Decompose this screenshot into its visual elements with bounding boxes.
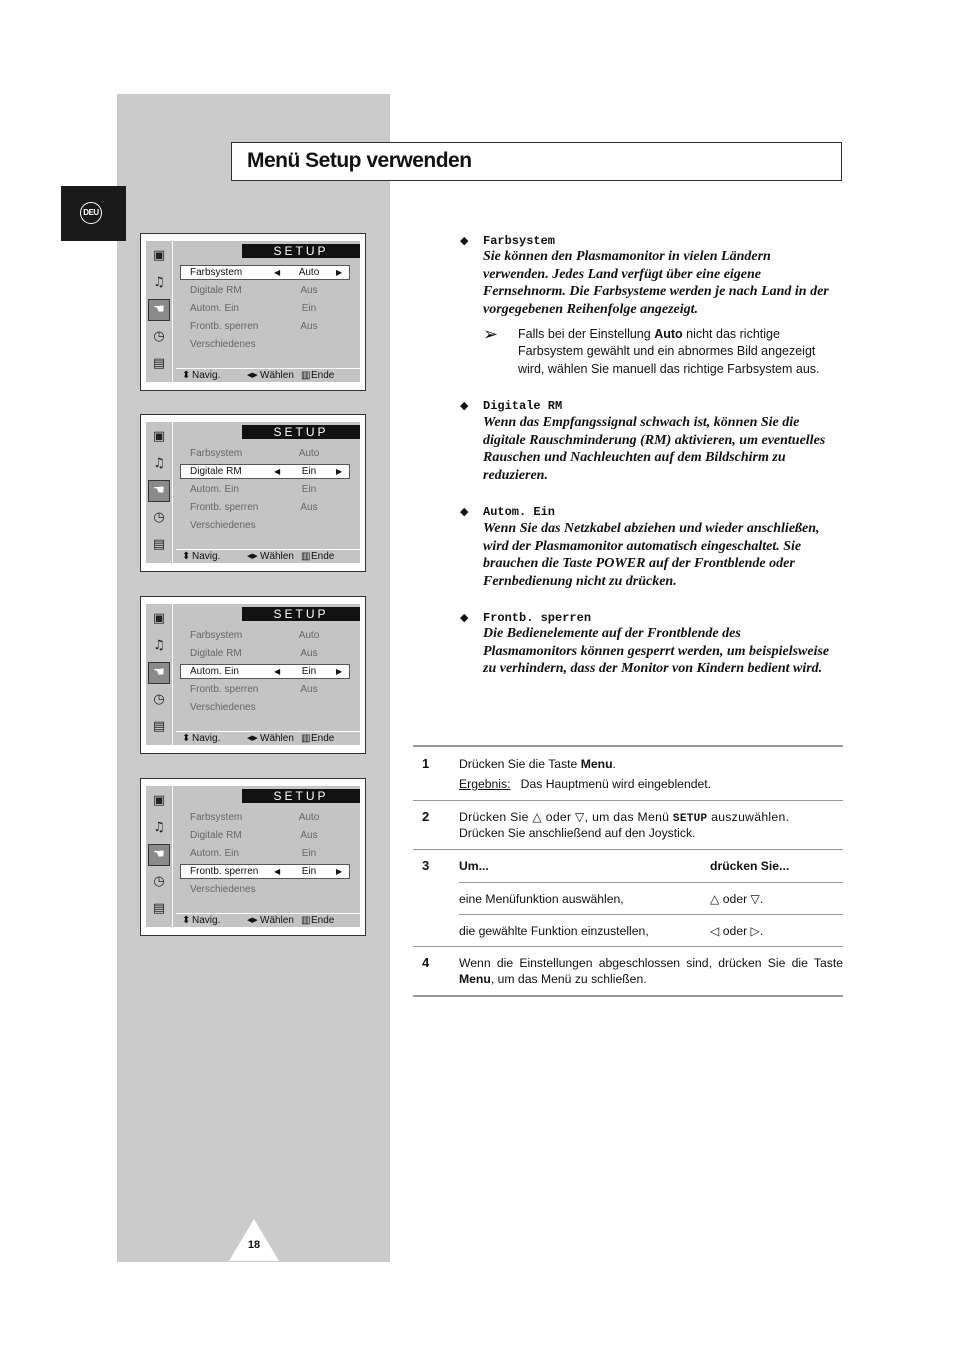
- diamond-bullet-icon: ◆: [460, 612, 469, 624]
- osd-icon-column: [146, 604, 173, 745]
- note-arrow-icon: ➢: [483, 324, 499, 344]
- osd-icon-column: [146, 422, 173, 563]
- left-arrow-icon: ◀: [274, 268, 281, 277]
- leftright-icon: ◀▶: [247, 735, 258, 742]
- osd-row-value: Aus: [300, 830, 318, 841]
- right-arrow-icon: ▶: [336, 467, 343, 476]
- osd-row-value: Ein: [301, 484, 317, 495]
- divider: [413, 995, 843, 997]
- osd-screen: [140, 414, 366, 572]
- section-text-digitale-rm: Wenn das Empfangssignal schwach ist, können Sie die digitale Rauschminderung (RM) aktivieren, um eventuelles Rauschen und Nachleuchten auf dem Bildschirm zu reduzieren.: [483, 415, 826, 483]
- clock-icon: ◷: [153, 692, 165, 707]
- diamond-bullet-icon: ◆: [460, 235, 469, 247]
- section-head-frontb-sperren: Frontb. sperren: [483, 611, 592, 625]
- osd-row-label: Autom. Ein: [190, 303, 239, 314]
- clock-icon: ◷: [153, 874, 165, 889]
- osd-row-label: Autom. Ein: [190, 848, 239, 859]
- right-arrow-icon: ▶: [336, 867, 343, 876]
- osd-row-label: Farbsystem: [190, 448, 243, 459]
- osd-menu-row: [181, 266, 349, 279]
- osd-menu-row: [181, 683, 349, 696]
- setup-hand-icon: ☚: [149, 481, 169, 501]
- osd-footer: [176, 549, 360, 564]
- leftright-icon: ◀▶: [247, 372, 258, 379]
- osd-row-value: Aus: [300, 684, 318, 695]
- step-3-row2-left: die gewählte Funktion einzustellen,: [459, 924, 649, 938]
- step-4-text: Wenn die Einstellungen abgeschlossen sind, drücken Sie die Taste Menu, um das Menü zu schließen.: [459, 956, 843, 986]
- step-3-row1-right: △ oder ▽.: [710, 892, 764, 906]
- clock-icon: ◷: [153, 329, 165, 344]
- divider: [413, 849, 843, 850]
- osd-row-label: Frontb. sperren: [190, 321, 259, 332]
- left-arrow-icon: ◀: [274, 667, 281, 676]
- osd-row-value: Auto: [298, 630, 320, 641]
- leftright-icon: ◀▶: [247, 917, 258, 924]
- osd-footer-waehlen: Wählen: [260, 370, 294, 381]
- osd-footer-navig: Navig.: [192, 733, 221, 744]
- osd-footer: [176, 368, 360, 383]
- osd-row-value: Aus: [300, 648, 318, 659]
- sound-icon: ♫: [153, 638, 165, 653]
- osd-row-value: Aus: [300, 285, 318, 296]
- tv-channel-icon: ▤: [152, 356, 166, 371]
- osd-footer-navig: Navig.: [192, 370, 221, 381]
- osd-row-label: Frontb. sperren: [190, 866, 259, 877]
- menu-key-icon: ▥: [301, 915, 311, 926]
- osd-header: SETUP: [242, 607, 360, 621]
- osd-menu-row: [181, 865, 349, 878]
- divider: [413, 800, 843, 801]
- right-arrow-icon: ▶: [336, 268, 343, 277]
- osd-menu-row: [181, 465, 349, 478]
- osd-footer-ende: Ende: [311, 370, 335, 381]
- osd-panel: [146, 786, 360, 927]
- osd-row-value: Auto: [298, 267, 320, 278]
- step-number: 2: [422, 809, 430, 824]
- left-arrow-icon: ◀: [274, 867, 281, 876]
- step-number: 3: [422, 858, 430, 873]
- osd-footer-ende: Ende: [311, 733, 335, 744]
- divider: [459, 882, 843, 883]
- osd-screen: [140, 596, 366, 754]
- osd-menu-row: [181, 665, 349, 678]
- osd-header: SETUP: [242, 244, 360, 258]
- osd-menu-row: [181, 629, 349, 642]
- osd-menu-row: [181, 847, 349, 860]
- section-text-frontb-sperren: Die Bedienelemente auf der Frontblende des Plasmamonitors können gesperrt werden, um beispielsweise zu verhindern, dass der Monitor von Kindern bedient wird.: [483, 626, 830, 677]
- tv-picture-icon: ▣: [152, 248, 166, 263]
- osd-screen: [140, 233, 366, 391]
- tv-channel-icon: ▤: [152, 537, 166, 552]
- osd-row-value: Auto: [298, 812, 320, 823]
- osd-footer-ende: Ende: [311, 915, 335, 926]
- osd-screen: [140, 778, 366, 936]
- osd-row-label: Frontb. sperren: [190, 502, 259, 513]
- osd-footer-ende: Ende: [311, 551, 335, 562]
- osd-row-label: Farbsystem: [190, 630, 243, 641]
- leftright-icon: ◀▶: [247, 553, 258, 560]
- setup-hand-icon: ☚: [149, 663, 169, 683]
- section-text-autom-ein: Wenn Sie das Netzkabel abziehen und wieder anschließen, wird der Plasmamonitor automatisch eingeschaltet. Sie brauchen die Taste POWER auf der Frontblende oder Fernbedienung nicht zu drücken.: [483, 521, 820, 589]
- osd-menu-row: [181, 883, 349, 896]
- osd-menu-row: [181, 829, 349, 842]
- section-head-digitale-rm: Digitale RM: [483, 399, 563, 413]
- osd-row-value: Auto: [298, 448, 320, 459]
- updown-icon: ⬍: [182, 915, 191, 926]
- setup-hand-icon: ☚: [149, 845, 169, 865]
- step-3-row2-right: ◁ oder ▷.: [710, 924, 764, 938]
- osd-row-label: Farbsystem: [190, 267, 243, 278]
- osd-row-label: Frontb. sperren: [190, 684, 259, 695]
- osd-menu-row: [181, 701, 349, 714]
- clock-icon: ◷: [153, 510, 165, 525]
- step-number: 4: [422, 955, 430, 970]
- updown-icon: ⬍: [182, 551, 191, 562]
- menu-key-icon: ▥: [301, 551, 311, 562]
- tv-picture-icon: ▣: [152, 429, 166, 444]
- note-text: Falls bei der Einstellung Auto nicht das richtige Farbsystem gewählt und ein abnormes Bild angezeigt wird, wählen Sie manuell das richtige Farbsystem aus.: [518, 327, 820, 376]
- osd-header: SETUP: [242, 425, 360, 439]
- osd-row-label: Digitale RM: [190, 830, 242, 841]
- section-head-autom-ein: Autom. Ein: [483, 505, 556, 519]
- osd-row-label: Autom. Ein: [190, 666, 239, 677]
- osd-menu-row: [181, 320, 349, 333]
- step-1-text: Drücken Sie die Taste Menu.: [459, 757, 616, 771]
- left-arrow-icon: ◀: [274, 467, 281, 476]
- osd-row-label: Verschiedenes: [190, 702, 256, 713]
- osd-menu-row: [181, 284, 349, 297]
- osd-menu-row: [181, 811, 349, 824]
- step-1-result: Ergebnis: Das Hauptmenü wird eingeblendet.: [459, 777, 712, 791]
- osd-footer: [176, 913, 360, 928]
- osd-footer: [176, 731, 360, 746]
- osd-row-label: Digitale RM: [190, 285, 242, 296]
- step-3-row1-left: eine Menüfunktion auswählen,: [459, 892, 624, 906]
- osd-panel: [146, 422, 360, 563]
- osd-row-value: Ein: [301, 666, 317, 677]
- step-3-col2-head: drücken Sie...: [710, 859, 790, 873]
- step-2-text: Drücken Sie △ oder ▽, um das Menü SETUP auszuwählen.: [459, 810, 790, 825]
- section-text-farbsystem: Sie können den Plasmamonitor in vielen Ländern verwenden. Jedes Land verfügt über eine eigene Fernsehnorm. Die Farbsysteme werden je nach Land in der vorgegebenen Reihenfolge angezeigt.: [483, 249, 829, 317]
- osd-row-label: Digitale RM: [190, 466, 242, 477]
- language-tab: [61, 186, 126, 241]
- osd-row-label: Verschiedenes: [190, 884, 256, 895]
- updown-icon: ⬍: [182, 733, 191, 744]
- diamond-bullet-icon: ◆: [460, 506, 469, 518]
- divider: [413, 745, 843, 747]
- osd-menu-row: [181, 519, 349, 532]
- tv-picture-icon: ▣: [152, 793, 166, 808]
- setup-hand-icon: ☚: [149, 300, 169, 320]
- osd-row-value: Ein: [301, 303, 317, 314]
- tv-picture-icon: ▣: [152, 611, 166, 626]
- osd-header: SETUP: [242, 789, 360, 803]
- osd-footer-waehlen: Wählen: [260, 551, 294, 562]
- osd-row-label: Verschiedenes: [190, 339, 256, 350]
- page-title: Menü Setup verwenden: [247, 149, 472, 172]
- tv-channel-icon: ▤: [152, 719, 166, 734]
- divider: [413, 946, 843, 947]
- menu-key-icon: ▥: [301, 733, 311, 744]
- osd-row-value: Ein: [301, 848, 317, 859]
- sound-icon: ♫: [153, 456, 165, 471]
- section-head-farbsystem: Farbsystem: [483, 234, 556, 248]
- osd-row-label: Digitale RM: [190, 648, 242, 659]
- right-arrow-icon: ▶: [336, 667, 343, 676]
- osd-icon-column: [146, 241, 173, 382]
- osd-menu-row: [181, 501, 349, 514]
- osd-row-value: Ein: [301, 866, 317, 877]
- osd-row-label: Farbsystem: [190, 812, 243, 823]
- osd-footer-navig: Navig.: [192, 915, 221, 926]
- osd-row-value: Aus: [300, 321, 318, 332]
- osd-menu-row: [181, 483, 349, 496]
- osd-panel: [146, 241, 360, 382]
- step-3-col1-head: Um...: [459, 859, 489, 873]
- osd-row-value: Ein: [301, 466, 317, 477]
- tv-channel-icon: ▤: [152, 901, 166, 916]
- step-number: 1: [422, 756, 430, 771]
- updown-icon: ⬍: [182, 370, 191, 381]
- osd-menu-row: [181, 647, 349, 660]
- osd-row-label: Verschiedenes: [190, 520, 256, 531]
- osd-icon-column: [146, 786, 173, 927]
- sound-icon: ♫: [153, 275, 165, 290]
- osd-menu-row: [181, 302, 349, 315]
- sound-icon: ♫: [153, 820, 165, 835]
- osd-footer-navig: Navig.: [192, 551, 221, 562]
- step-2-line2: Drücken Sie anschließend auf den Joystick.: [459, 826, 696, 840]
- osd-row-value: Aus: [300, 502, 318, 513]
- menu-key-icon: ▥: [301, 370, 311, 381]
- osd-footer-waehlen: Wählen: [260, 915, 294, 926]
- diamond-bullet-icon: ◆: [460, 400, 469, 412]
- title-box: [231, 142, 842, 181]
- osd-menu-row: [181, 447, 349, 460]
- osd-footer-waehlen: Wählen: [260, 733, 294, 744]
- osd-panel: [146, 604, 360, 745]
- divider: [459, 914, 843, 915]
- osd-row-label: Autom. Ein: [190, 484, 239, 495]
- page-number: 18: [247, 1239, 261, 1251]
- osd-menu-row: [181, 338, 349, 351]
- language-badge: DEU: [80, 202, 102, 224]
